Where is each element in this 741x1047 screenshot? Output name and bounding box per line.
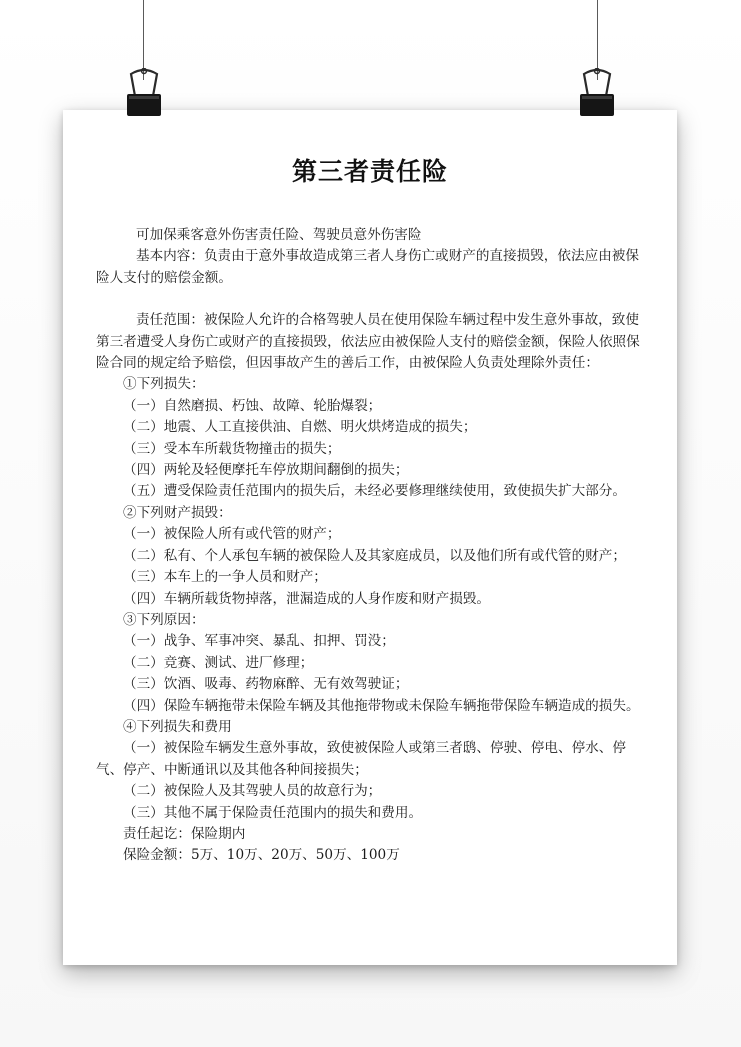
paragraph-gap [96,289,644,310]
list-item: （二）私有、个人承包车辆的被保险人及其家庭成员，以及他们所有或代管的财产； [123,547,626,564]
document-body [96,225,644,867]
list-item: （三）本车上的一争人员和财产； [123,569,327,586]
paragraph-basic-content: 基本内容：负责由于意外事故造成第三者人身伤亡或财产的直接损毁，依法应由被保险人支付的赔偿金额。 [96,248,639,286]
list-item: （四）车辆所载货物掉落，泄漏造成的人身作废和财产损毁。 [123,590,491,607]
list-item: （四）两轮及轻便摩托车停放期间翻倒的损失； [123,462,409,479]
list-item: （一）被保险车辆发生意外事故，致使被保险人或第三者鸱、停驶、停电、停水、停气、停产、中断通讯以及其他各种间接损失； [96,740,626,778]
section-heading-property: ②下列财产损毁： [123,504,232,521]
paragraph-insured-amount: 保险金额：5万、10万、20万、50万、100万 [123,847,400,864]
list-item: （一）战争、军事冲突、暴乱、扣押、罚没； [123,633,395,650]
section-heading-costs: ④下列损失和费用 [123,718,232,735]
list-item: （二）竞赛、测试、进厂修理； [123,654,314,671]
list-item: （一）被保险人所有或代管的财产； [123,526,341,543]
list-item: （三）饮酒、吸毒、药物麻醉、无有效驾驶证； [123,676,409,693]
list-item: （三）其他不属于保险责任范围内的损失和费用。 [123,804,423,821]
list-item: （五）遭受保险责任范围内的损失后，未经必要修理继续使用，致使损失扩大部分。 [123,483,626,500]
document-page [63,110,677,965]
binder-clip-right-icon [574,68,620,124]
section-heading-losses: ①下列损失： [123,376,205,393]
binder-clip-left-icon [121,68,167,124]
section-heading-causes: ③下列原因： [123,611,205,628]
paragraph-term: 责任起讫：保险期内 [123,825,246,842]
list-item: （一）自然磨损、朽蚀、故障、轮胎爆裂； [123,397,382,414]
paragraph-supplement: 可加保乘客意外伤害责任险、驾驶员意外伤害险 [136,227,422,243]
list-item: （二）地震、人工直接供油、自燃、明火烘烤造成的损失； [123,419,477,436]
list-item: （四）保险车辆拖带未保险车辆及其他拖带物或未保险车辆拖带保险车辆造成的损失。 [123,697,640,714]
document-title: 第三者责任险 [291,157,448,186]
paragraph-scope: 责任范围：被保险人允许的合格驾驶人员在使用保险车辆过程中发生意外事故，致使第三者遭受人身伤亡或财产的直接损毁，依法应由被保险人支付的赔偿金额，保险人依照保险合同的规定给予赔偿，但因事故产生的善后工作，由被保险人负责处理除外责任： [96,312,640,372]
list-item: （二）被保险人及其驾驶人员的故意行为； [123,783,382,800]
list-item: （三）受本车所载货物撞击的损失； [123,440,341,457]
